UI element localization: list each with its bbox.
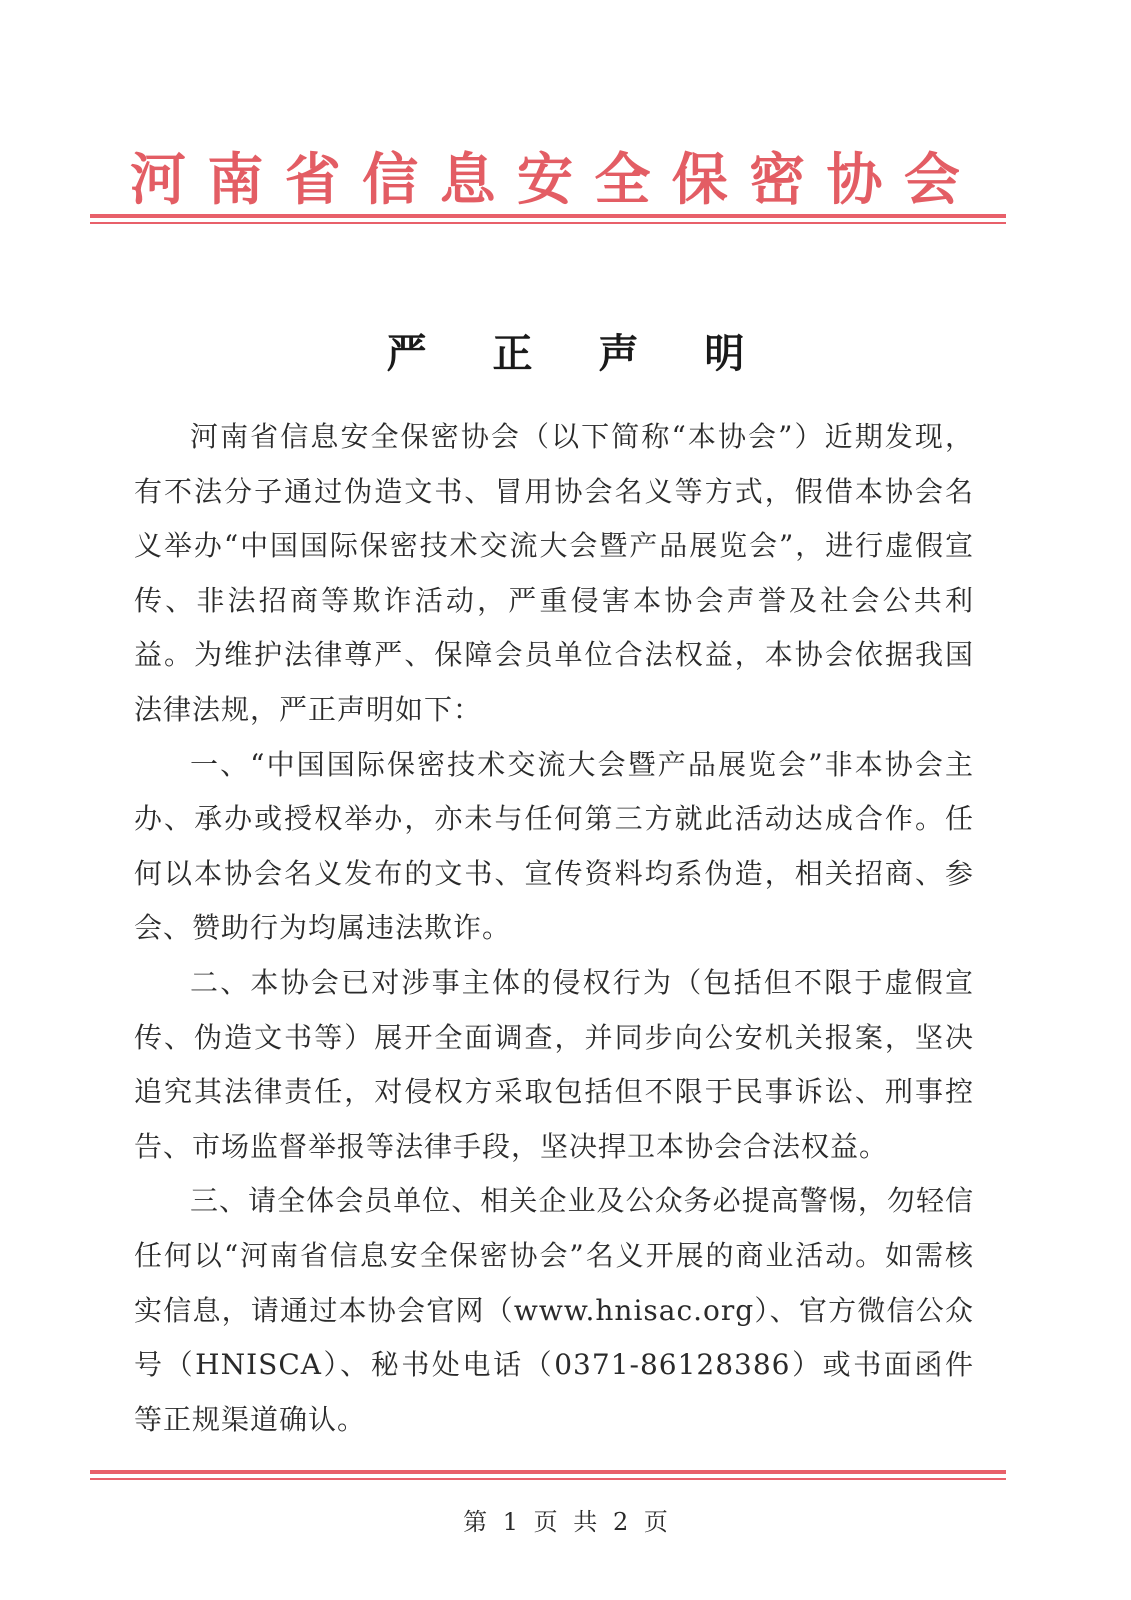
document-title: 严 正 声 明 [386,330,771,377]
body-paragraph-item-1: 一、“中国国际保密技术交流大会暨产品展览会”非本协会主办、承办或授权举办，亦未与任何第三方就此活动达成合作。任何以本协会名义发布的文书、宣传资料均系伪造，相关招商、参会、赞助行为均属违法欺诈。 [134,747,974,945]
org-name-char: 省 [284,147,341,213]
document-body [134,410,974,1447]
body-paragraph-item-3: 三、请全体会员单位、相关企业及公众务必提高警惕，勿轻信任何以“河南省信息安全保密协会”名义开展的商业活动。如需核实信息，请通过本协会官网（www.hnisac.org）、官方微信公众号（HNISCA）、秘书处电话（0371-86128386）或书面函件等正规渠道确认。 [134,1184,974,1436]
org-name-char: 全 [594,147,651,213]
org-name-char: 息 [439,147,496,213]
body-paragraph-intro: 河南省信息安全保密协会（以下简称“本协会”）近期发现，有不法分子通过伪造文书、冒用协会名义等方式，假借本协会名义举办“中国国际保密技术交流大会暨产品展览会”，进行虚假宣传、非法招商等欺诈活动，严重侵害本协会声誉及社会公共利益。为维护法律尊严、保障会员单位合法权益，本协会依据我国法律法规，严正声明如下： [134,420,974,726]
org-name-char: 协 [826,147,883,213]
header-divider [90,214,1006,224]
org-name-char: 会 [903,147,960,213]
header-divider-thin [90,222,1006,224]
footer-divider-thick [90,1470,1006,1474]
org-name-char: 密 [749,147,806,213]
org-name-char: 保 [671,147,728,213]
org-name-char: 信 [362,147,419,213]
body-paragraph-item-2: 二、本协会已对涉事主体的侵权行为（包括但不限于虚假宣传、伪造文书等）展开全面调查，并同步向公安机关报案，坚决追究其法律责任，对侵权方采取包括但不限于民事诉讼、刑事控告、市场监督举报等法律手段，坚决捍卫本协会合法权益。 [134,965,974,1163]
header-divider-thick [90,214,1006,218]
organization-header [90,140,1000,220]
org-name-char: 河 [130,147,186,213]
footer-divider-thin [90,1478,1006,1480]
footer-divider [90,1470,1006,1480]
org-name-char: 安 [516,147,573,213]
org-name-char: 南 [207,147,264,213]
page-number: 第 1 页 共 2 页 [463,1508,668,1536]
